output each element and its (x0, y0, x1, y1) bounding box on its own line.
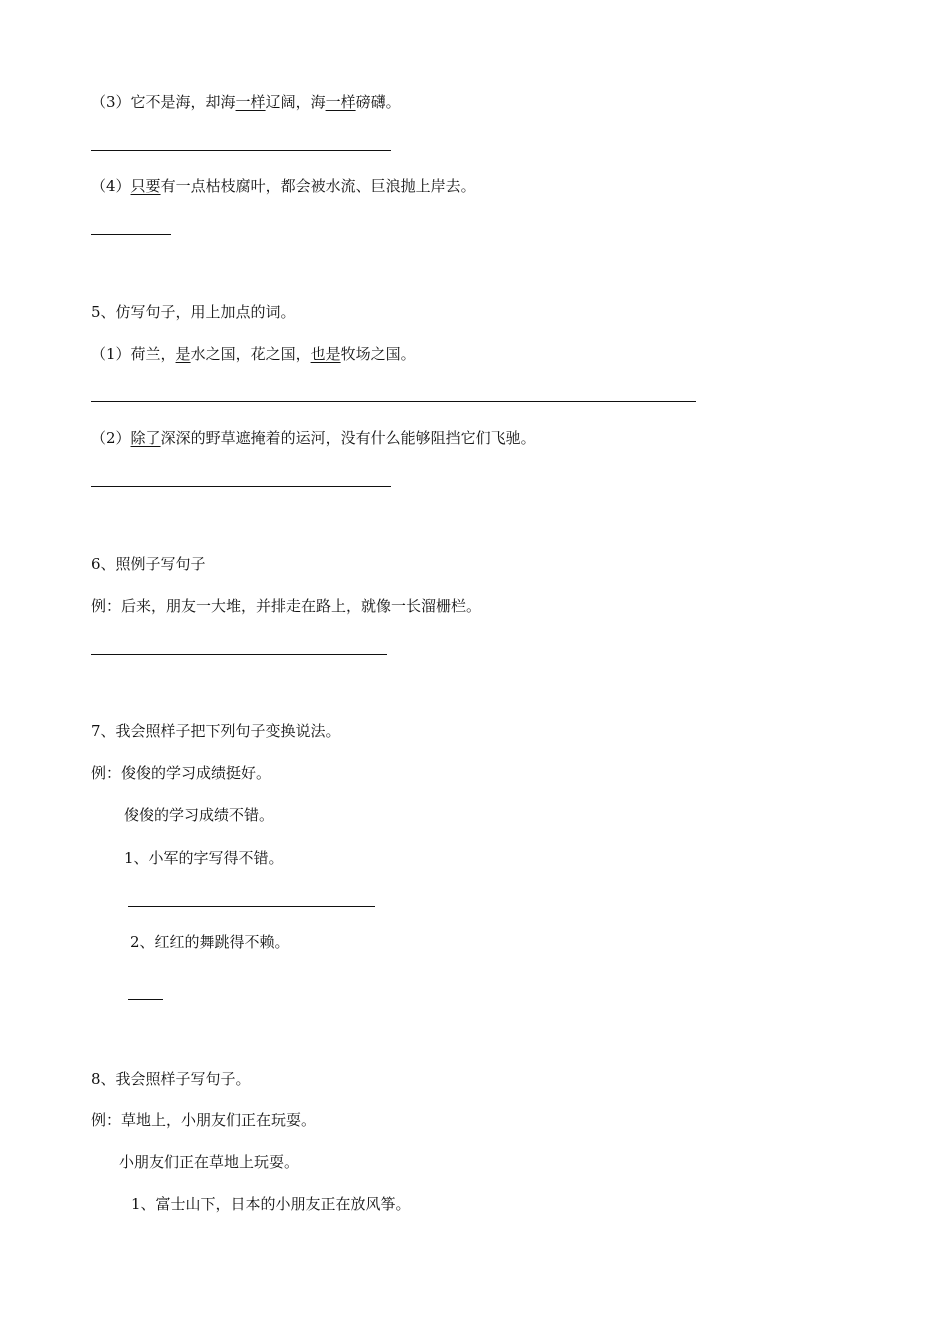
q5-item1-underlined-word-2: 也是 (310, 345, 341, 363)
q5-heading: 5、仿写句子，用上加点的词。 (91, 303, 296, 321)
q5-item1-sentence (91, 344, 416, 364)
q7-item2-answer-line[interactable] (128, 999, 163, 1000)
q7-item1-answer-line[interactable] (128, 906, 375, 907)
q4-item3-sentence (91, 92, 401, 112)
q4-item4-sentence (91, 176, 476, 196)
q4-item4-prefix: （4） (91, 177, 131, 195)
q5-item2-suffix: 深深的野草遮掩着的运河，没有什么能够阻挡它们飞驰。 (160, 429, 536, 447)
q4-item3-underlined-word-2: 一样 (325, 93, 356, 111)
q5-item2-sentence (91, 428, 536, 448)
q8-example-1: 例：草地上，小朋友们正在玩耍。 (91, 1111, 317, 1129)
q5-item2-answer-line[interactable] (91, 486, 391, 487)
q6-answer-line[interactable] (91, 654, 387, 655)
q6-example: 例：后来，朋友一大堆，并排走在路上，就像一长溜栅栏。 (91, 597, 482, 615)
q5-item2-prefix: （2） (91, 429, 131, 447)
q4-item3-prefix: （3）它不是海，却海 (91, 93, 236, 111)
q4-item4-answer-line[interactable] (91, 234, 171, 235)
q7-item1: 1、小军的字写得不错。 (124, 849, 284, 867)
q8-item1: 1、富士山下，日本的小朋友正在放风筝。 (131, 1195, 411, 1213)
q7-item2: 2、红红的舞跳得不赖。 (130, 933, 290, 951)
q5-item1-prefix: （1）荷兰， (91, 345, 176, 363)
q4-item3-suffix: 磅礴。 (355, 93, 401, 111)
q4-item3-answer-line[interactable] (91, 150, 391, 151)
q5-item1-underlined-word-1: 是 (175, 345, 191, 363)
q5-item1-suffix: 牧场之国。 (340, 345, 416, 363)
q8-example-2: 小朋友们正在草地上玩耍。 (119, 1153, 300, 1171)
q7-heading: 7、我会照样子把下列句子变换说法。 (91, 722, 341, 740)
q4-item4-suffix: 有一点枯枝腐叶，都会被水流、巨浪抛上岸去。 (160, 177, 476, 195)
q4-item3-middle: 辽阔，海 (265, 93, 326, 111)
q5-item2-underlined-word: 除了 (130, 429, 161, 447)
q7-example-1: 例：俊俊的学习成绩挺好。 (91, 764, 272, 782)
q6-heading: 6、照例子写句子 (91, 555, 206, 573)
q4-item4-underlined-word: 只要 (130, 177, 161, 195)
q8-heading: 8、我会照样子写句子。 (91, 1070, 251, 1088)
q4-item3-underlined-word-1: 一样 (235, 93, 266, 111)
q5-item1-answer-line[interactable] (91, 401, 696, 402)
q5-item1-middle: 水之国，花之国， (190, 345, 311, 363)
q7-example-2: 俊俊的学习成绩不错。 (124, 806, 275, 824)
